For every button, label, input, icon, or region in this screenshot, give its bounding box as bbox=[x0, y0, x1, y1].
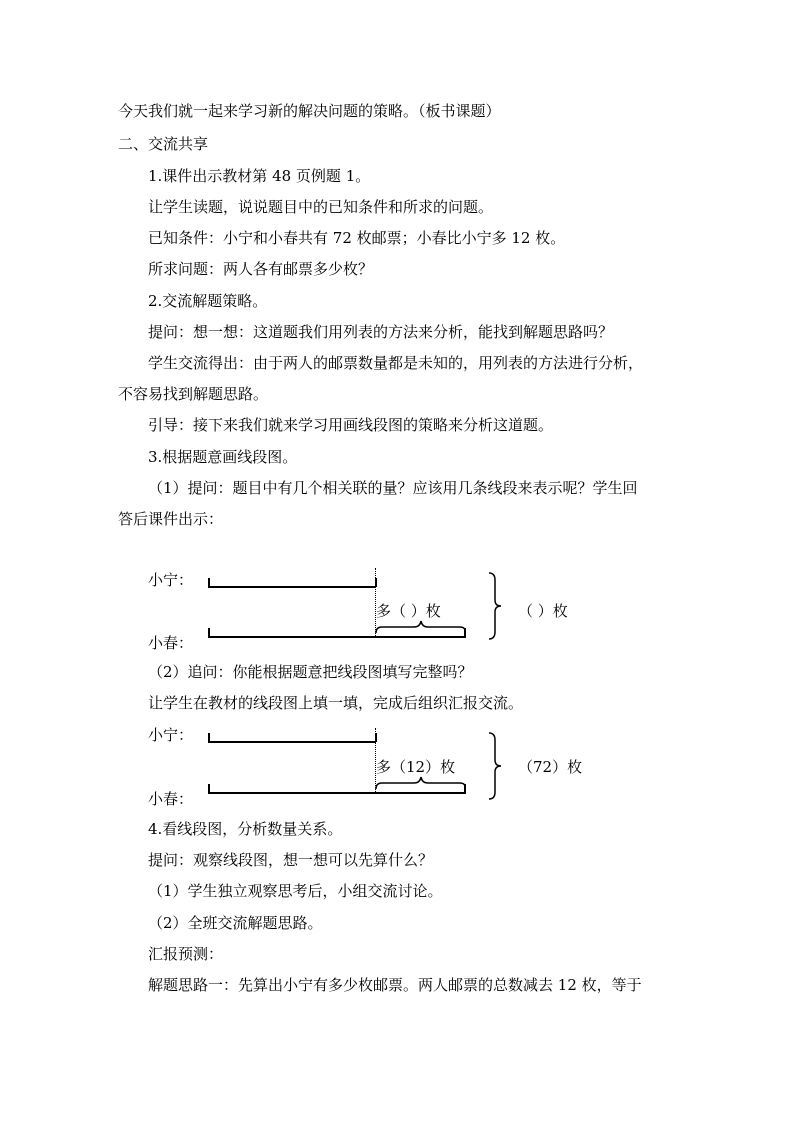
text-line-8: 提问：想一想：这道题我们用列表的方法来分析，能找到解题思路吗？ bbox=[148, 323, 614, 341]
text-line-17: （1）学生独立观察思考后，小组交流讨论。 bbox=[148, 882, 443, 900]
text-line-16: 提问：观察线段图，想一想可以先算什么？ bbox=[148, 851, 434, 869]
text-line-3: 1.课件出示教材第 48 页例题 1。 bbox=[148, 167, 371, 185]
text-line-13: （2）追问：你能根据题意把线段图填写完整吗？ bbox=[148, 663, 473, 681]
text-line-15: 4.看线段图，分析数量关系。 bbox=[148, 820, 343, 838]
section-heading: 二、交流共享 bbox=[118, 135, 209, 153]
text-line-6: 所求问题：两人各有邮票多少枚？ bbox=[148, 260, 374, 278]
diagram2-total-label: （72）枚 bbox=[518, 758, 583, 776]
text-line-4: 让学生读题，说说题目中的已知条件和所求的问题。 bbox=[148, 198, 494, 216]
text-line-9a: 学生交流得出：由于两人的邮票数量都是未知的，用列表的方法进行分析， bbox=[148, 354, 644, 372]
diagram2-label-xiaoning: 小宁： bbox=[148, 726, 194, 744]
text-line-12b: 答后课件出示： bbox=[118, 510, 224, 528]
diagram2-total-brace bbox=[488, 732, 502, 800]
text-line-10: 引导：接下来我们就来学习用画线段图的策略来分析这道题。 bbox=[148, 416, 554, 434]
diagram1-label-xiaoning: 小宁： bbox=[148, 571, 194, 589]
diagram1-bottom-end-tick bbox=[464, 628, 466, 637]
text-line-5: 已知条件：小宁和小春共有 72 枚邮票；小春比小宁多 12 枚。 bbox=[148, 229, 566, 247]
diagram1-top-segment bbox=[208, 586, 376, 588]
diagram1-more-brace bbox=[376, 621, 466, 635]
text-line-11: 3.根据题意画线段图。 bbox=[148, 448, 298, 466]
text-line-18: （2）全班交流解题思路。 bbox=[148, 914, 323, 932]
diagram1-more-label: 多（ ）枚 bbox=[376, 602, 441, 620]
text-line-12a: （1）提问：题目中有几个相关联的量？应该用几条线段来表示呢？学生回 bbox=[148, 479, 638, 497]
diagram2-label-xiaochun: 小春： bbox=[148, 790, 194, 808]
text-line-1: 今天我们就一起来学习新的解决问题的策略。（板书课题） bbox=[118, 102, 501, 120]
diagram1-label-xiaochun: 小春： bbox=[148, 634, 194, 652]
diagram2-top-segment bbox=[208, 741, 376, 743]
text-line-20: 解题思路一：先算出小宁有多少枚邮票。两人邮票的总数减去 12 枚，等于 bbox=[148, 976, 642, 994]
diagram1-total-brace bbox=[488, 572, 502, 640]
text-line-19: 汇报预测： bbox=[148, 945, 224, 963]
diagram1-total-label: （ ）枚 bbox=[518, 602, 568, 620]
text-line-7: 2.交流解题策略。 bbox=[148, 292, 268, 310]
diagram2-bottom-end-tick bbox=[464, 784, 466, 793]
diagram2-bottom-segment bbox=[208, 792, 466, 794]
text-line-9b: 不容易找到解题思路。 bbox=[118, 385, 269, 403]
text-line-14: 让学生在教材的线段图上填一填，完成后组织汇报交流。 bbox=[148, 694, 524, 712]
diagram2-more-label: 多（12）枚 bbox=[376, 758, 456, 776]
diagram1-bottom-segment bbox=[208, 636, 466, 638]
diagram2-more-brace bbox=[376, 777, 466, 791]
